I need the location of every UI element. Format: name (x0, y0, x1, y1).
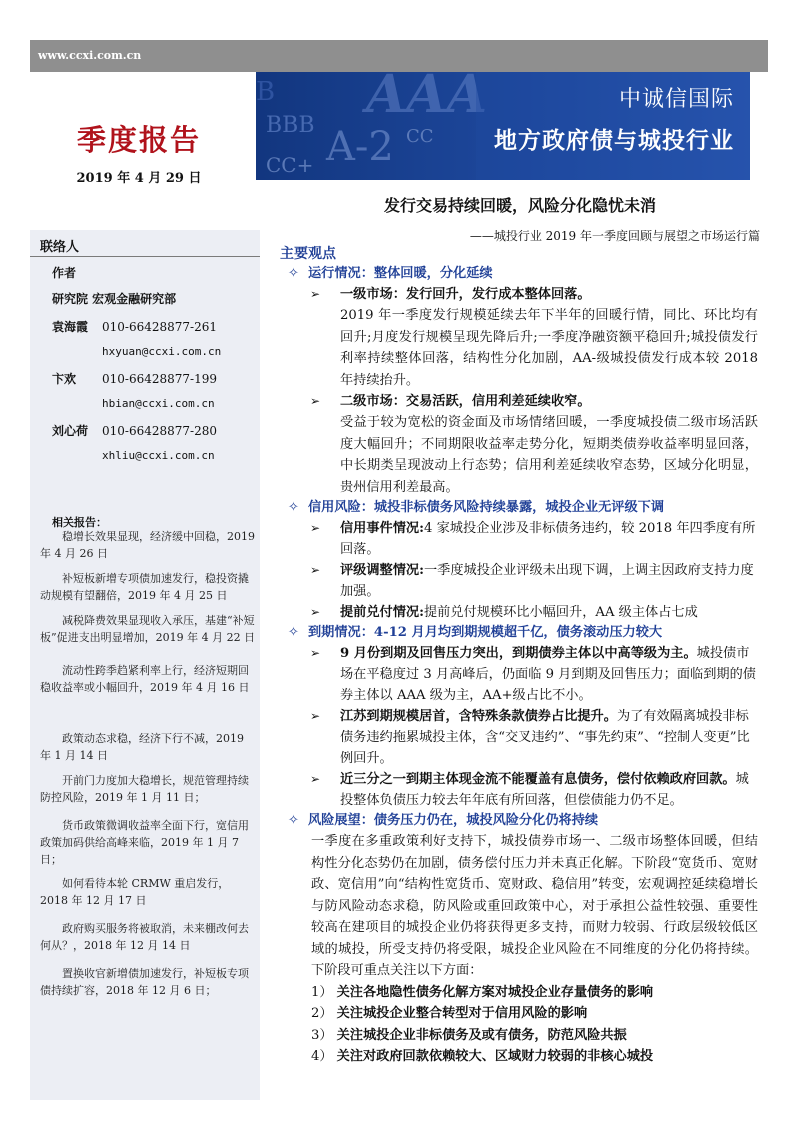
arrow-bullet-icon: ➢ (310, 521, 321, 535)
arrow-bullet-icon: ➢ (310, 394, 321, 408)
related-report[interactable]: 政府购买服务将被取消，未来棚改何去何从？，2018 年 12 月 14 日 (40, 922, 249, 952)
report-heading (30, 80, 248, 186)
related-report[interactable]: 流动性跨季趋紧利率上行，经济短期回稳收益率或小幅回升，2019 年 4 月 16 日 (40, 664, 250, 694)
diamond-bullet-icon: ✧ (288, 266, 300, 281)
list-item: ➢ 评级调整情况:一季度城投企业评级未出现下调，上调主因政府支持力度加强。 (280, 560, 758, 602)
contact-row: 袁海霞 010-66428877-261 (52, 320, 217, 334)
institute: 研究院 宏观金融研究部 (52, 292, 177, 306)
arrow-bullet-icon: ➢ (310, 646, 321, 660)
contact-email[interactable]: hbian@ccxi.com.cn (102, 397, 215, 410)
focus-item: 2） 关注城投企业整合转型对于信用风险的影响 (311, 1006, 588, 1021)
arrow-bullet-icon: ➢ (310, 563, 321, 577)
main-content (280, 244, 758, 1068)
contact-row: 卞欢 010-66428877-199 (52, 372, 217, 386)
sector-banner (256, 72, 750, 180)
subheadline: ——城投行业 2019 年一季度回顾与展望之市场运行篇 (469, 229, 760, 243)
author-label: 作者 (52, 266, 77, 280)
list-item: ➢ 一级市场：发行回升，发行成本整体回落。 (280, 284, 758, 305)
focus-item: 1） 关注各地隐性债务化解方案对城投企业存量债务的影响 (311, 984, 654, 1000)
paragraph: 受益于较为宽松的资金面及市场情绪回暖，一季度城投债二级市场活跃度大幅回升；不同期限收益率走势分化，短期类债券收益率明显回落，中长期类呈现波动上行态势；信用利差延续收窄态势，区域分化明显，贵州信用利差最高。 (340, 415, 758, 495)
diamond-bullet-icon: ✧ (288, 625, 300, 640)
svg-text:B: B (256, 77, 276, 107)
svg-text:CC: CC (406, 126, 434, 147)
svg-text:BBB: BBB (266, 113, 315, 138)
arrow-bullet-icon: ➢ (310, 605, 321, 619)
sidebar (30, 230, 260, 1100)
sidebar-title: 联络人 (40, 240, 80, 255)
section-title: ✧ 运行情况：整体回暖，分化延续 (286, 264, 758, 284)
related-report[interactable]: 减税降费效果显现收入承压，基建“补短板”促进支出明显增加，2019 年 4 月 22 日 (40, 614, 256, 644)
related-report[interactable]: 货币政策微调收益率全面下行，宽信用政策加码供给高峰来临，2019 年 1 月 7 日； (40, 819, 249, 866)
headline: 发行交易持续回暖，风险分化隐忧未消 (383, 196, 656, 215)
list-item: ➢ 9 月份到期及回售压力突出，到期债券主体以中高等级为主。城投债市场在平稳度过 3 月高峰后，仍面临 9 月到期及回售压力；面临到期的债券主体以 AAA 级为主，AA+级占比不小。 (280, 643, 758, 706)
arrow-bullet-icon: ➢ (310, 287, 321, 301)
outlook-paragraph: 一季度在多重政策利好支持下，城投债券市场一、二级市场整体回暖，但结构性分化态势仍在加剧，债务偿付压力并未真正化解。下阶段“宽货币、宽财政、宽信用”向“结构性宽货币、宽财政、稳信用”转变，宏观调控延续稳增长与防风险动态求稳，防风险或重回政策中心，对于承担公益性较强、重要性较高在建项目的城投企业仍将获得更多支持，而财力较弱、行政层级较低区域的城投，所受支持仍将受限，城投企业风险在不同维度的分化仍将持续。下阶段可重点关注以下方面： (311, 834, 758, 978)
contact-email[interactable]: hxyuan@ccxi.com.cn (102, 345, 222, 358)
related-report[interactable]: 如何看待本轮 CRMW 重启发行，2018 年 12 月 17 日 (40, 877, 230, 907)
focus-item: 3） 关注城投企业非标债务及或有债务，防范风险共振 (311, 1027, 627, 1043)
diamond-bullet-icon: ✧ (288, 500, 300, 515)
report-date: 2019 年 4 月 29 日 (76, 171, 202, 186)
focus-item: 4） 关注对政府回款依赖较大、区域财力较弱的非核心城投 (311, 1049, 654, 1064)
svg-text:CC+: CC+ (266, 153, 314, 177)
site-url[interactable]: www.ccxi.com.cn (38, 49, 142, 62)
section-title: ✧ 信用风险：城投非标债务风险持续暴露，城投企业无评级下调 (286, 498, 758, 518)
list-item: ➢ 近三分之一到期主体现金流不能覆盖有息债务，偿付依赖政府回款。城投整体负债压力较去年年底有所回落，但偿债能力仍不足。 (280, 769, 758, 811)
report-title: 季度报告 (76, 123, 201, 157)
arrow-bullet-icon: ➢ (310, 772, 321, 786)
site-header-bar (30, 40, 768, 72)
related-report[interactable]: 政策动态求稳，经济下行不减，2019 年 1 月 14 日 (40, 732, 244, 762)
related-reports-title: 相关报告： (52, 516, 107, 529)
section-title: ✧ 到期情况：4-12 月月均到期规模超千亿，债务滚动压力较大 (286, 623, 758, 643)
svg-text:AAA: AAA (366, 72, 488, 125)
section-title: ✧ 风险展望：债务压力仍在，城投风险分化仍将持续 (286, 811, 758, 831)
list-item: ➢ 二级市场：交易活跃，信用利差延续收窄。 (280, 391, 758, 412)
key-points-heading: 主要观点 (280, 246, 336, 262)
list-item: ➢ 提前兑付情况:提前兑付规模环比小幅回升，AA 级主体占七成 (280, 602, 758, 623)
org-name: 中诚信国际 (618, 87, 734, 112)
diamond-bullet-icon: ✧ (288, 813, 300, 828)
sidebar-divider (30, 256, 260, 257)
svg-text:A-2: A-2 (326, 124, 394, 170)
related-report[interactable]: 稳增长效果显现，经济缓中回稳，2019 年 4 月 26 日 (40, 530, 255, 560)
arrow-bullet-icon: ➢ (310, 709, 321, 723)
list-item: ➢ 江苏到期规模居首，含特殊条款债券占比提升。为了有效隔离城投非标债务违约拖累城投主体，含“交叉违约”、“事先约束”、“控制人变更”比例回升。 (280, 706, 758, 769)
sector-title: 地方政府债与城投行业 (494, 127, 734, 154)
paragraph: 2019 年一季度发行规模延续去年下半年的回暖行情，同比、环比均有回升;月度发行规模呈现先降后升;一季度净融资额平稳回升;城投债发行利率持续整体回落，结构性分化加剧，AA-级城投债发行成本较 2018 年持续抬升。 (340, 308, 758, 388)
contact-email[interactable]: xhliu@ccxi.com.cn (102, 449, 215, 462)
contact-row: 刘心荷 010-66428877-280 (52, 424, 217, 438)
related-report[interactable]: 补短板新增专项债加速发行，稳投资撬动规模有望翻倍，2019 年 4 月 25 日 (40, 572, 249, 602)
related-report[interactable]: 置换收官新增债加速发行，补短板专项债持续扩容，2018 年 12 月 6 日； (40, 967, 249, 997)
list-item: ➢ 信用事件情况:4 家城投企业涉及非标债务违约，较 2018 年四季度有所回落。 (280, 518, 758, 560)
related-report[interactable]: 开前门力度加大稳增长，规范管理持续防控风险，2019 年 1 月 11 日； (40, 774, 249, 804)
